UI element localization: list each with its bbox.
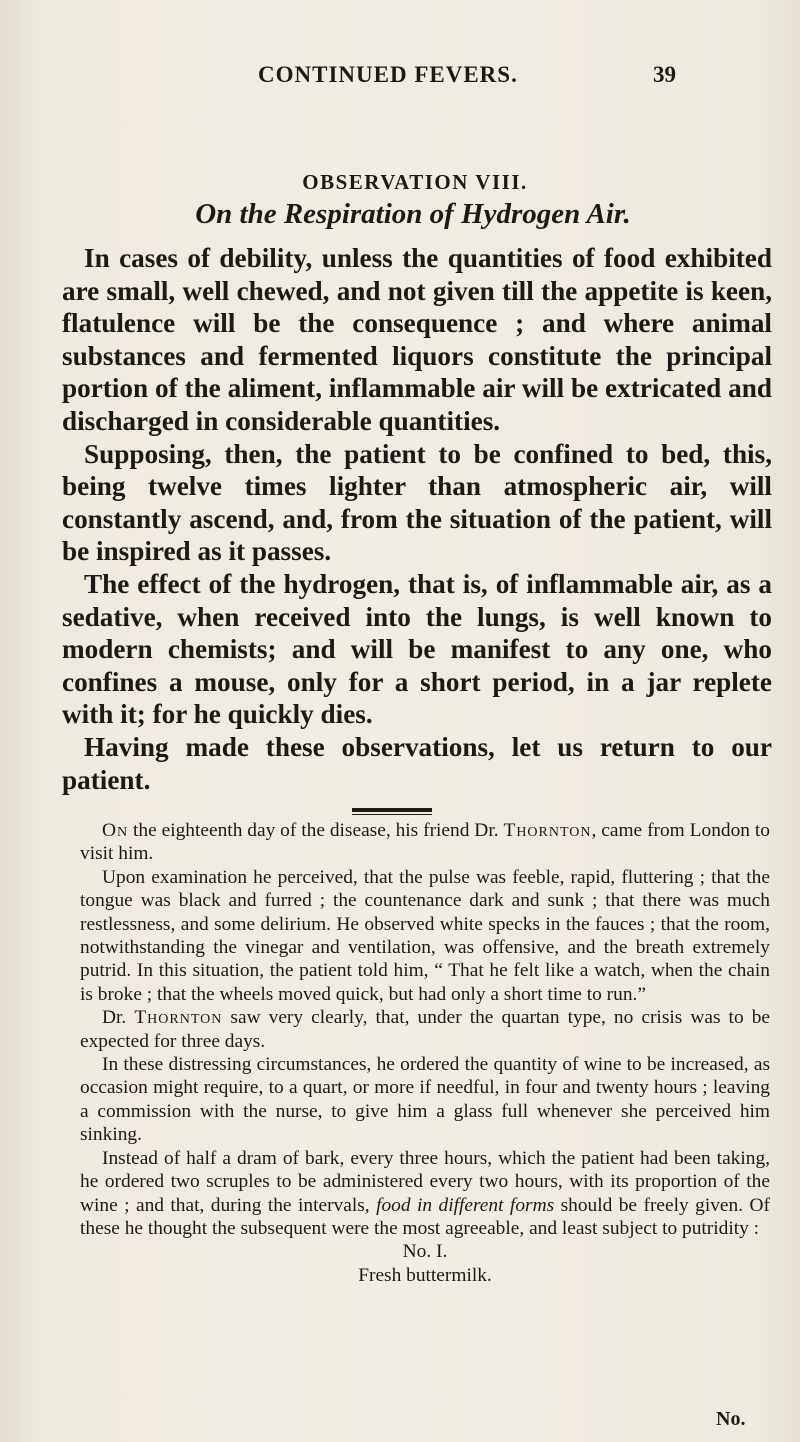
doctor-name: Thornton: [134, 1007, 223, 1029]
running-head: [258, 62, 676, 96]
item-number: No. I.: [402, 1241, 448, 1263]
catchword: No.: [716, 1408, 746, 1430]
main-paragraph-4: Having made these observations, let us return to our patient.: [62, 731, 772, 795]
page-number: 39: [653, 62, 676, 87]
case-paragraph-1-text-b: , came from London to visit him.: [80, 820, 770, 865]
case-paragraph-5-italic: food in different forms: [376, 1194, 555, 1216]
case-paragraph-5-text-a: Instead of half a dram of bark, every three hours, which the patient had been taking, he ordered two scruples to be administered every two hours, with its proportion of the wine ; and that, during the intervals,: [80, 1147, 770, 1216]
case-paragraph-3-text: saw very clearly, that, under the quartan type, no crisis was to be expected for three days.: [80, 1007, 770, 1052]
case-paragraph-5: [80, 1147, 770, 1241]
main-paragraph-1: In cases of debility, unless the quantities of food exhibited are small, well chewed, and not given till the appetite is keen, flatulence will be the consequence ; and where animal substances and fermented liquors constitute the principal portion of the aliment, inflammable air will be extricated and discharged in considerable quantities.: [62, 243, 772, 436]
main-paragraph-2: Supposing, then, the patient to be confined to bed, this, being twelve times lighter than atmospheric air, will constantly ascend, and, from the situation of the patient, will be inspired as it passes.: [62, 438, 772, 567]
item-text: Fresh buttermilk.: [358, 1264, 492, 1286]
case-paragraph-2: Upon examination he perceived, that the pulse was feeble, rapid, fluttering ; that the tongue was black and furred ; the countenance dark and sunk ; that there was much restlessness, and some delirium. He observed white specks in the fauces ; that the room, notwithstanding the vinegar and ventilation, was offensive, and the breath extremely putrid. In this situation, the patient told him, “ That he felt like a watch, when the chain is broke ; that the wheels moved quick, but had only a short time to run.”: [80, 866, 770, 1005]
case-paragraph-1-opening: On: [102, 820, 129, 841]
section-divider-thin: [352, 814, 432, 815]
case-paragraph-1: [80, 819, 770, 866]
main-text-block: [62, 242, 772, 796]
case-paragraph-1-text-a: the eighteenth day of the disease, his friend Dr.: [133, 820, 499, 841]
observation-subtitle: On the Respiration of Hydrogen Air.: [195, 198, 631, 230]
running-title: CONTINUED FEVERS.: [258, 62, 518, 87]
section-divider-thick: [352, 808, 432, 812]
doctor-name: Thornton: [503, 820, 592, 841]
case-paragraph-3-title: Dr.: [102, 1007, 127, 1029]
case-text-block: [80, 819, 770, 1287]
observation-heading: OBSERVATION VIII.: [302, 170, 528, 194]
case-paragraph-4: In these distressing circumstances, he ordered the quantity of wine to be increased, as occasion might require, to a quart, or more if needful, in four and twenty hours ; leaving a commission with the nurse, to give him a glass full whenever she perceived him sinking.: [80, 1054, 770, 1146]
main-paragraph-3: The effect of the hydrogen, that is, of inflammable air, as a sedative, when received into the lungs, is well known to modern chemists; and will be manifest to any one, who confines a mouse, only for a short period, in a jar replete with it; for he quickly dies.: [62, 568, 772, 730]
case-paragraph-5-text-b: should be freely given. Of these he thought the subsequent were the most agreeable, and least subject to putridity :: [80, 1194, 770, 1239]
case-paragraph-3: [80, 1006, 770, 1053]
